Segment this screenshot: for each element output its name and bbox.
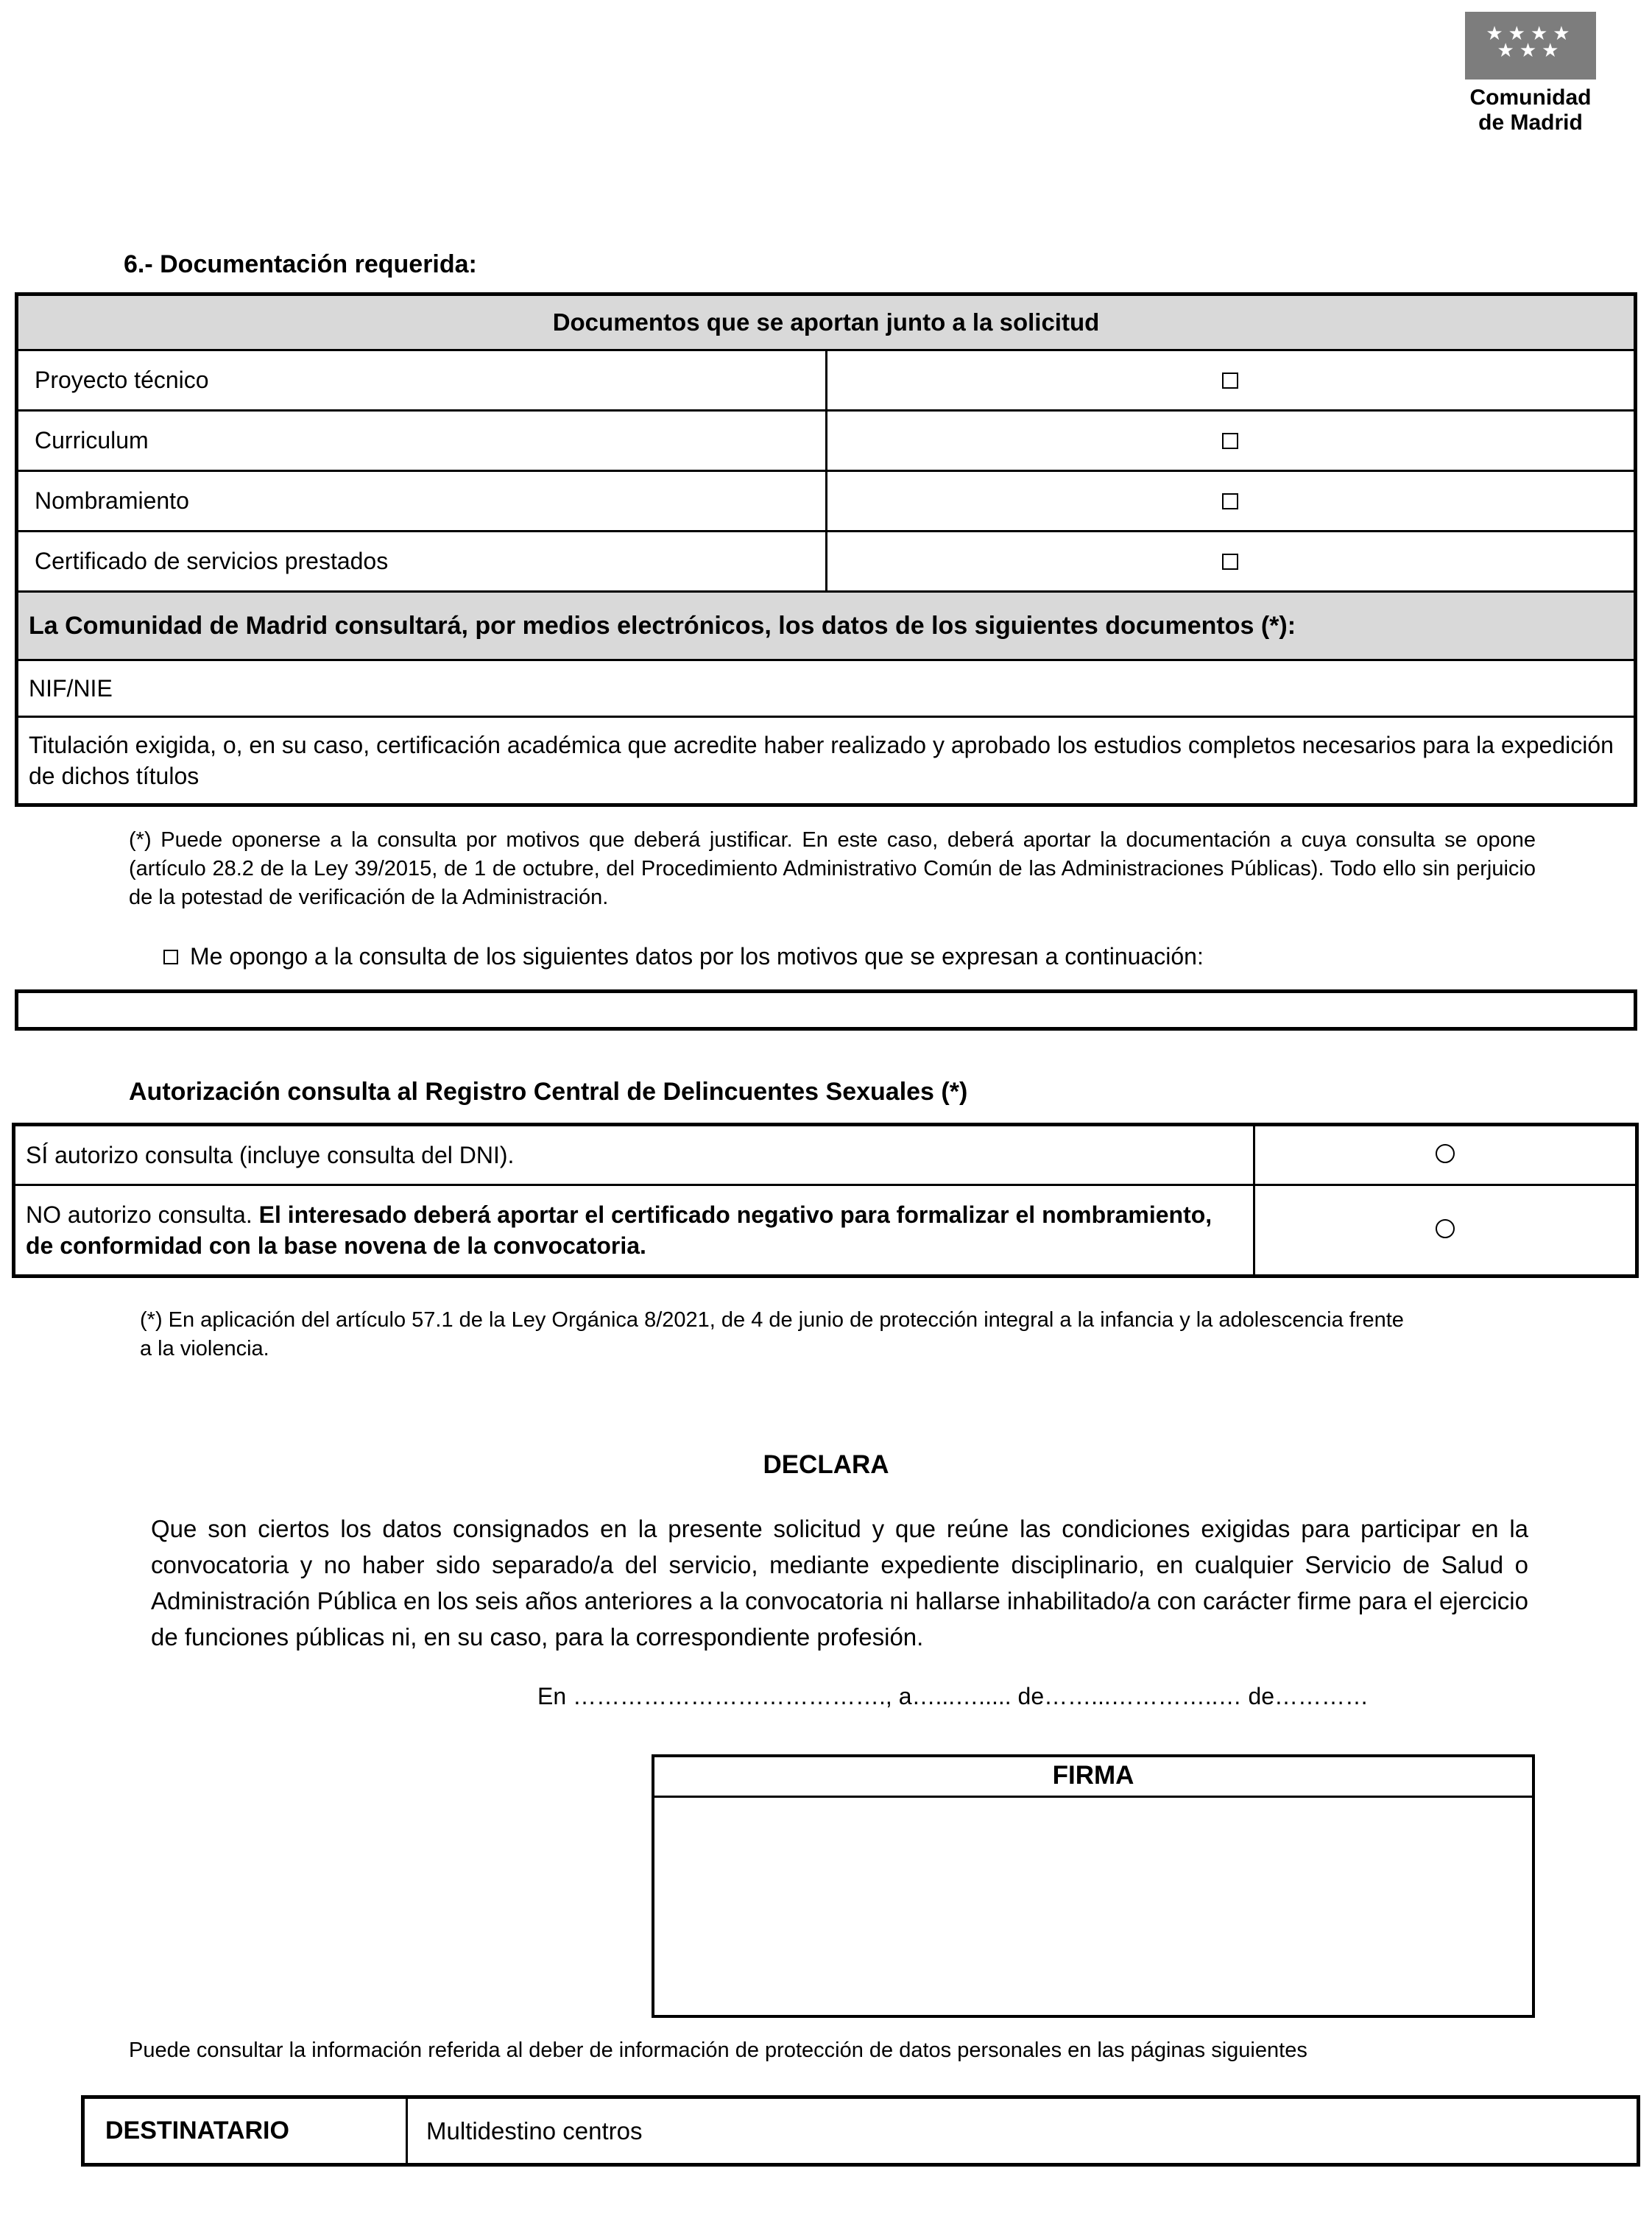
privacy-note: Puede consultar la información referida al deber de información de protección de datos personales en las páginas siguientes — [129, 2038, 1307, 2062]
consult-header: La Comunidad de Madrid consultará, por medios electrónicos, los datos de los siguientes documentos (*): — [17, 592, 1636, 660]
table-row — [17, 350, 1636, 411]
consult-row-titulacion: Titulación exigida, o, en su caso, certificación académica que acredite haber realizado y aprobado los estudios completos necesarios para la expedición de dichos títulos — [17, 717, 1636, 805]
doc-check-cell — [826, 350, 1636, 411]
documents-table — [15, 292, 1637, 807]
opposition-checkbox[interactable] — [163, 950, 178, 964]
declara-heading: DECLARA — [763, 1450, 889, 1479]
curriculum-checkbox[interactable] — [1222, 433, 1238, 449]
certificado-servicios-checkbox[interactable] — [1222, 554, 1238, 570]
logo-text-line2: de Madrid — [1478, 110, 1583, 135]
firma-label: FIRMA — [654, 1757, 1532, 1798]
section-heading: 6.- Documentación requerida: — [124, 250, 477, 278]
logo-text — [1461, 85, 1600, 135]
authorization-table — [12, 1123, 1639, 1278]
logo-text-line1: Comunidad — [1469, 85, 1592, 110]
doc-check-cell — [826, 471, 1636, 532]
si-autorizo-radio[interactable] — [1436, 1144, 1455, 1163]
table-row — [17, 660, 1636, 717]
no-autorizo-radio[interactable] — [1436, 1219, 1455, 1238]
madrid-flag-icon — [1465, 12, 1596, 80]
date-line: En …………………………………., a…...…..... de……...…………..… de………… — [537, 1683, 1369, 1709]
destinatario-value: Multidestino centros — [407, 2097, 1639, 2165]
doc-label-curriculum: Curriculum — [17, 411, 827, 471]
authorization-note: (*) En aplicación del artículo 57.1 de la Ley Orgánica 8/2021, de 4 de junio de protección integral a la infancia y la adolescencia frente a la violencia. — [140, 1308, 1404, 1360]
doc-label-proyecto-tecnico: Proyecto técnico — [17, 350, 827, 411]
table-row — [14, 1125, 1637, 1185]
table-row — [17, 717, 1636, 805]
documents-table-header: Documentos que se aportan junto a la solicitud — [17, 294, 1636, 350]
table-row — [17, 532, 1636, 592]
signature-area[interactable] — [654, 1798, 1532, 2015]
opposition-note: (*) Puede oponerse a la consulta por motivos que deberá justificar. En este caso, deberá aportar la documentación a cuya consulta se opone (artículo 28.2 de la Ley 39/2015, de 1 de octubre, del Procedimiento Administrativo Común de las Administraciones Públicas). Todo ello sin perjuicio de la potestad de verificación de la Administración. — [129, 828, 1536, 909]
proyecto-tecnico-checkbox[interactable] — [1222, 373, 1238, 389]
table-row — [14, 1185, 1637, 1277]
no-autorizo-text-bold: El interesado deberá aportar el certificado negativo para formalizar el nombramiento, de conformidad con la base novena de la convocatoria. — [26, 1201, 1212, 1259]
doc-label-nombramiento: Nombramiento — [17, 471, 827, 532]
doc-check-cell — [826, 532, 1636, 592]
doc-label-certificado-servicios: Certificado de servicios prestados — [17, 532, 827, 592]
table-row — [17, 411, 1636, 471]
no-autorizo-radio-cell — [1254, 1185, 1637, 1277]
opposition-option — [163, 943, 1652, 970]
no-autorizo-text — [14, 1185, 1254, 1277]
comunidad-madrid-logo — [1461, 12, 1600, 135]
nombramiento-checkbox[interactable] — [1222, 493, 1238, 509]
table-row — [17, 471, 1636, 532]
declaration-text: Que son ciertos los datos consignados en la presente solicitud y que reúne las condiciones exigidas para participar en la convocatoria y no haber sido separado/a del servicio, mediante expediente disciplinario, en cualquier Servicio de Salud o Administración Pública en los seis años anteriores a la convocatoria ni hallarse inhabilitado/a con carácter firme para el ejercicio de funciones públicas ni, en su caso, para la correspondiente profesión. — [151, 1515, 1528, 1651]
si-autorizo-text — [14, 1125, 1254, 1185]
destinatario-label: DESTINATARIO — [83, 2097, 407, 2165]
flag-stars-bottom: ★★★ — [1497, 39, 1564, 61]
destinatario-table — [81, 2095, 1640, 2167]
doc-check-cell — [826, 411, 1636, 471]
flag-stars-top: ★★★★ — [1486, 22, 1575, 44]
signature-box — [652, 1754, 1535, 2018]
opposition-reasons-box[interactable] — [15, 989, 1637, 1031]
table-row — [83, 2097, 1639, 2165]
table-row — [17, 592, 1636, 660]
opposition-label: Me opongo a la consulta de los siguientes datos por los motivos que se expresan a continuación: — [190, 943, 1204, 970]
si-autorizo-text-normal: SÍ autorizo consulta (incluye consulta del DNI). — [26, 1142, 515, 1168]
no-autorizo-text-normal: NO autorizo consulta. — [26, 1201, 259, 1228]
si-autorizo-radio-cell — [1254, 1125, 1637, 1185]
authorization-heading: Autorización consulta al Registro Central de Delincuentes Sexuales (*) — [129, 1078, 968, 1106]
consult-row-nif-nie: NIF/NIE — [17, 660, 1636, 717]
